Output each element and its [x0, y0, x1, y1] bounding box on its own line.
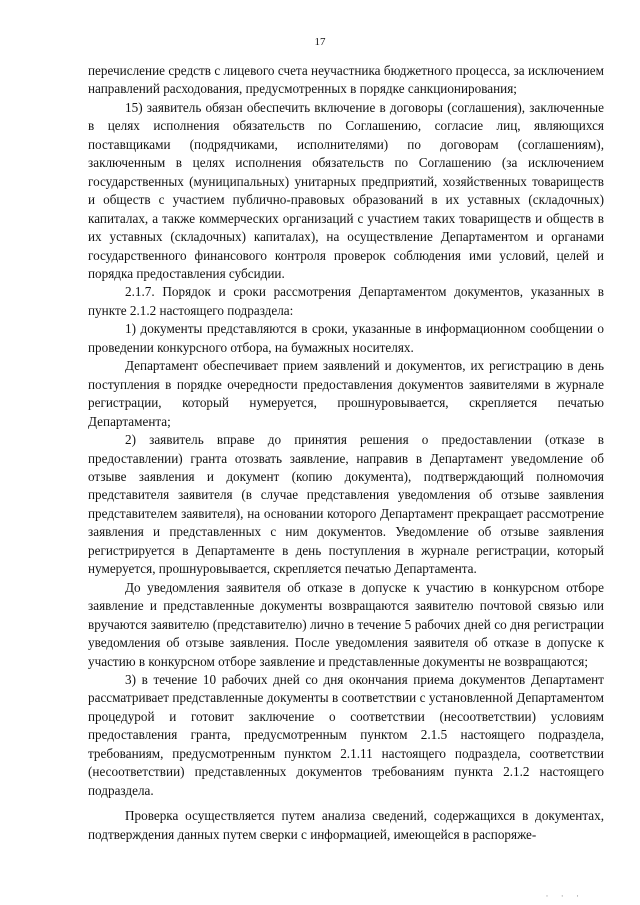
document-body [88, 62, 604, 844]
paragraph-return-documents: До уведомления заявителя об отказе в допуске к участию в конкурсном отборе заявление и представленные документы возвращаются заявителю почтовой связью или вручаются заявителю (представителю) лично в течение 5 рабочих дней со дня регистрации уведомления об отзыве заявления. После уведомления заявителя об отказе в допуске к участию в конкурсном отборе заявление и представленные документы не возвращаются; [88, 579, 604, 669]
scan-mark: · · · [545, 891, 584, 901]
paragraph-department-intake: Департамент обеспечивает прием заявлений и документов, их регистрацию в день поступления в порядке очередности предоставления документов заявителями в журнале регистрации, который нумеруется, прошнуровывается, скрепляется печатью Департамента; [88, 358, 604, 429]
paragraph-item-2: 2) заявитель вправе до принятия решения о предоставлении (отказе в предоставлении) гранта отозвать заявление, направив в Департамент уведомление об отзыве заявления и документ (копию документа), подтверждающий полномочия представителя заявителя (в случае представления уведомления об отзыве заявления представителем заявителя), на основании которого Департамент прекращает рассмотрение заявления и представленных с ним документов. Уведомление об отзыве заявления регистрируется в Департаменте в день поступления в журнале регистрации, который нумеруется, прошнуровывается, скрепляется печатью Департамента. [88, 432, 604, 577]
paragraph-section-2-1-7: 2.1.7. Порядок и сроки рассмотрения Департаментом документов, указанных в пункте 2.1.2 настоящего подраздела: [88, 284, 604, 318]
page-number: 17 [314, 36, 326, 48]
paragraph-continuation: перечисление средств с лицевого счета неучастника бюджетного процесса, за исключением направлений расходования, предусмотренных в порядке санкционирования; [88, 63, 604, 97]
paragraph-item-15: 15) заявитель обязан обеспечить включение в договоры (соглашения), заключенные в целях исполнения обязательств по Соглашению, согласие лиц, являющихся поставщиками (подрядчиками, исполнителями) по договорам (соглашениям), заключенным в целях исполнения обязательств по Соглашению (за исключением государственных (муниципальных) унитарных предприятий, хозяйственных товариществ и обществ с участием публично-правовых образований в их уставных (складочных) капиталах, а также коммерческих организаций с участием таких товариществ и обществ в их уставных (складочных) капиталах), на осуществление Департаментом и органами государственного финансового контроля проверок соблюдения ими условий, целей и порядка предоставления субсидии. [88, 99, 604, 281]
paragraph-verification: Проверка осуществляется путем анализа сведений, содержащихся в документах, подтверждения данных путем сверки с информацией, имеющейся в распоряже- [88, 808, 604, 842]
paragraph-item-3: 3) в течение 10 рабочих дней со дня окончания приема документов Департамент рассматривает представленные документы в соответствии с установленной Департаментом процедурой и готовит заключение о соответствии (несоответствии) условиям предоставления гранта, предусмотренным пунктом 2.1.5 настоящего подраздела, требованиям, предусмотренным пунктом 2.1.11 настоящего подраздела, соответствии (несоответствии) представленных документов требованиям пункта 2.1.2 настоящего подраздела. [88, 671, 604, 798]
paragraph-item-1: 1) документы представляются в сроки, указанные в информационном сообщении о проведении конкурсного отбора, на бумажных носителях. [88, 321, 604, 355]
